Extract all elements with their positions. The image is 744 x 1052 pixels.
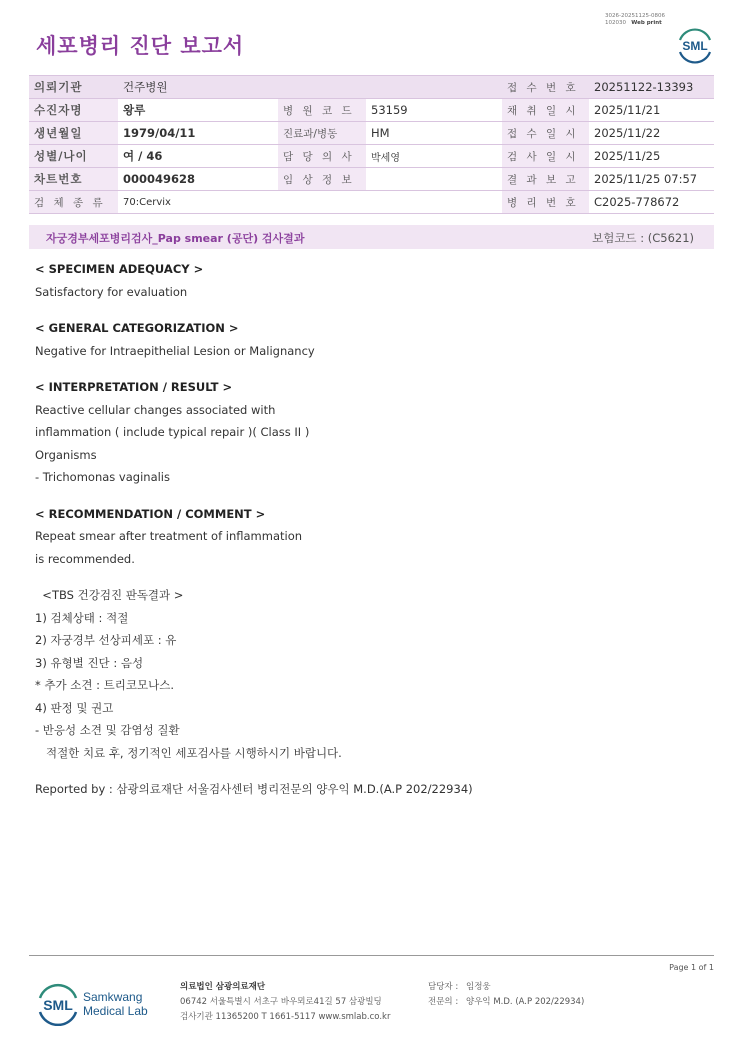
specialist-name: 양우익 M.D. (A.P 202/22934) — [466, 997, 585, 1007]
footer-org-info — [180, 980, 390, 1025]
info-value: 2025/11/25 07:57 — [589, 168, 714, 191]
info-label: 수진자명 — [29, 99, 118, 122]
info-label: 진료과/병동 — [278, 122, 366, 145]
info-value — [366, 168, 502, 191]
info-label: 접 수 번 호 — [502, 76, 589, 99]
sml-logo-mark — [36, 982, 80, 1026]
tbs-heading: <TBS 건강검진 판독결과 > — [35, 588, 184, 602]
info-value: 박세영 — [366, 145, 502, 168]
manager-label: 담당자 : — [428, 982, 459, 992]
report-title: 세포병리 진단 보고서 — [36, 34, 245, 58]
info-value: 여 / 46 — [118, 145, 278, 168]
info-value: 2025/11/25 — [589, 145, 714, 168]
info-value: 70:Cervix — [118, 191, 278, 214]
logo-name-1: Samkwang — [83, 990, 143, 1004]
logo-name-2: Medical Lab — [83, 1004, 148, 1018]
org-address: 06742 서울특별시 서초구 바우뫼로41길 57 삼광빌딩 — [180, 997, 382, 1007]
tbs-line: 3) 유형별 진단 : 음성 — [35, 655, 144, 670]
print-code-line-2: 102030 Web print — [605, 20, 662, 26]
logo-wordmark — [83, 990, 148, 1018]
section-text: Satisfactory for evaluation — [35, 284, 188, 299]
info-value: 2025/11/22 — [589, 122, 714, 145]
info-value — [366, 191, 502, 214]
sml-logo-text: SML — [43, 997, 73, 1013]
tbs-line: 2) 자궁경부 선상피세포 : 유 — [35, 633, 177, 647]
section-heading: < INTERPRETATION / RESULT > — [35, 380, 233, 394]
section-text: - Trichomonas vaginalis — [35, 470, 170, 484]
info-value: 왕루 — [118, 99, 278, 122]
manager-name: 임정웅 — [466, 982, 491, 992]
info-label: 담 당 의 사 — [278, 145, 366, 168]
info-label — [278, 76, 366, 99]
info-value: 000049628 — [118, 168, 278, 191]
print-code — [605, 13, 665, 27]
info-row — [29, 76, 714, 99]
info-label: 결 과 보 고 — [502, 168, 589, 191]
patient-info-table — [29, 75, 714, 214]
info-row — [29, 145, 714, 168]
section-text: Repeat smear after treatment of inflammation — [35, 529, 303, 543]
section-text: is recommended. — [35, 551, 135, 566]
insurance-code: 보험코드 : (C5621) — [592, 231, 694, 245]
exam-title: 자궁경부세포병리검사_Pap smear (공단) 검사결과 — [46, 232, 305, 245]
info-row — [29, 122, 714, 145]
info-label: 생년월일 — [29, 122, 118, 145]
manager-row — [428, 980, 584, 995]
section-heading: < SPECIMEN ADEQUACY > — [35, 262, 204, 276]
info-value: 20251122-13393 — [589, 76, 714, 99]
footer-divider — [29, 955, 714, 956]
tbs-line: 4) 판정 및 권고 — [35, 700, 114, 715]
tbs-line: 1) 검체상태 : 적절 — [35, 610, 129, 625]
samkwang-logo — [36, 982, 156, 1026]
info-row — [29, 99, 714, 122]
info-label: 채 취 일 시 — [502, 99, 589, 122]
info-label: 검 사 일 시 — [502, 145, 589, 168]
org-name: 의료법인 삼광의료재단 — [180, 982, 266, 992]
tbs-line: * 추가 소견 : 트리코모나스. — [35, 678, 174, 692]
info-value: 1979/04/11 — [118, 122, 278, 145]
print-code-line-1: 3026-20251125-0806 — [605, 13, 665, 19]
tbs-line: - 반응성 소견 및 감염성 질환 — [35, 723, 180, 737]
info-label: 접 수 일 시 — [502, 122, 589, 145]
info-label: 병 리 번 호 — [502, 191, 589, 214]
info-label: 임 상 정 보 — [278, 168, 366, 191]
exam-title-bar — [29, 225, 714, 249]
section-heading: < GENERAL CATEGORIZATION > — [35, 321, 239, 335]
reported-by: Reported by : 삼광의료재단 서울검사센터 병리전문의 양우익 M.D.(A.P 202/22934) — [35, 782, 473, 796]
info-row — [29, 168, 714, 191]
info-row — [29, 191, 714, 214]
info-value: 53159 — [366, 99, 502, 122]
info-value: C2025-778672 — [589, 191, 714, 214]
section-text: Reactive cellular changes associated with — [35, 402, 276, 417]
specialist-row — [428, 995, 584, 1010]
info-label: 성별/나이 — [29, 145, 118, 168]
page-number: Page 1 of 1 — [669, 963, 714, 972]
org-contact: 검사기관 11365200 T 1661-5117 www.smlab.co.kr — [180, 1012, 391, 1022]
info-label: 차트번호 — [29, 168, 118, 191]
sml-logo-top — [676, 26, 714, 64]
section-text: inflammation ( include typical repair )( Class II ) — [35, 425, 310, 439]
info-label: 병 원 코 드 — [278, 99, 366, 122]
info-label: 의뢰기관 — [29, 76, 118, 99]
section-text: Organisms — [35, 447, 97, 462]
report-body — [35, 258, 715, 801]
footer-contact — [428, 980, 584, 1010]
info-label: 검 체 종 류 — [29, 191, 118, 214]
section-text: Negative for Intraepithelial Lesion or Malignancy — [35, 343, 315, 358]
sml-logo-text: SML — [682, 39, 708, 53]
info-value — [366, 76, 502, 99]
specialist-label: 전문의 : — [428, 997, 459, 1007]
info-value: 2025/11/21 — [589, 99, 714, 122]
info-value: HM — [366, 122, 502, 145]
info-value: 건주병원 — [118, 76, 278, 99]
section-heading: < RECOMMENDATION / COMMENT > — [35, 506, 266, 521]
tbs-line: 적절한 치료 후, 정기적인 세포검사를 시행하시기 바랍니다. — [35, 745, 342, 760]
info-label — [278, 191, 366, 214]
